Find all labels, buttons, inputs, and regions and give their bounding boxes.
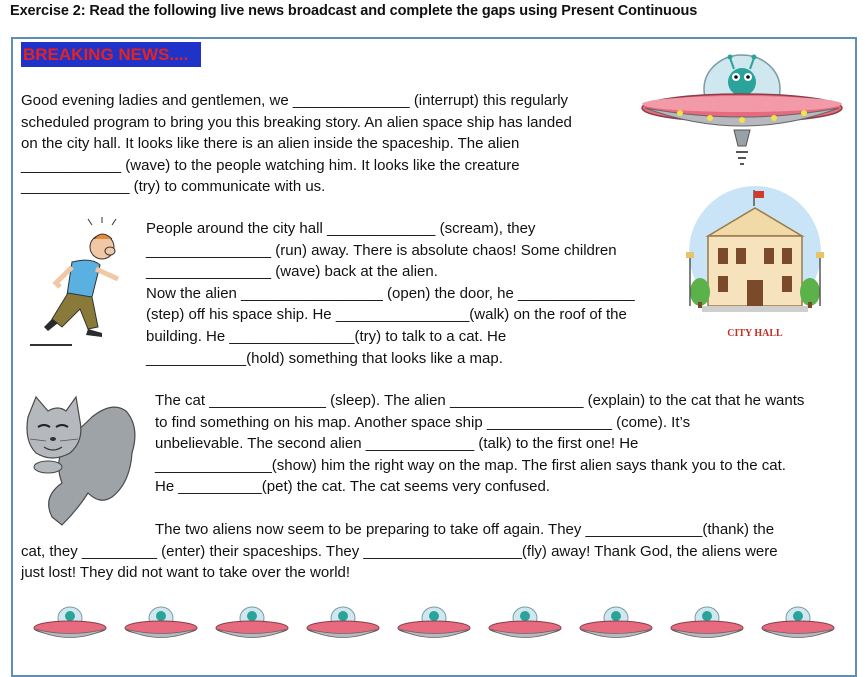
- text-line: building. He _______________(try) to talk to a cat. He: [146, 327, 507, 345]
- text-line: just lost! They did not want to take over the world!: [21, 564, 351, 582]
- ufo-icon: [489, 607, 561, 638]
- text-line: ____________(hold) something that looks like a map.: [146, 349, 503, 367]
- city-hall-icon: [684, 186, 826, 344]
- ufo-icon: [125, 607, 197, 638]
- text-line: on the city hall. It looks like there is an alien inside the spaceship. The alien: [21, 135, 520, 153]
- paragraph-3: [155, 390, 804, 498]
- text-line: The cat ______________ (sleep). The alien ________________ (explain) to the cat that he wants: [155, 392, 805, 409]
- paragraph-4: [21, 519, 778, 584]
- text-line: Good evening ladies and gentlemen, we ______________ (interrupt) this regularly: [21, 92, 569, 109]
- text-line: ____________ (wave) to the people watching him. It looks like the creature: [21, 156, 520, 174]
- breaking-news-banner: BREAKING NEWS....: [21, 42, 201, 67]
- city-hall-label: CITY HALL: [727, 328, 783, 339]
- text-line: ______________(show) him the right way on the map. The first alien says thank you to the cat.: [155, 456, 786, 474]
- paragraph-2: [146, 218, 635, 369]
- ufo-icon: [307, 607, 379, 638]
- text-line: cat, they _________ (enter) their spaceships. They ___________________(fly) away! Thank God, the aliens were: [21, 542, 778, 560]
- text-line: Now the alien _________________ (open) the door, he ______________: [146, 284, 635, 302]
- text-line: The two aliens now seem to be preparing to take off again. They ______________(thank) the: [155, 521, 775, 538]
- text-line: to find something on his map. Another space ship _______________ (come). It’s: [155, 413, 691, 431]
- text-line: _______________ (run) away. There is absolute chaos! Some children: [146, 241, 617, 259]
- text-line: People around the city hall _____________ (scream), they: [146, 220, 536, 237]
- cat-icon: [22, 387, 140, 527]
- text-line: _____________ (try) to communicate with us.: [21, 178, 326, 196]
- text-line: He __________(pet) the cat. The cat seems very confused.: [155, 478, 550, 496]
- text-line: _______________ (wave) back at the alien.: [146, 263, 438, 281]
- ufo-icon: [762, 607, 834, 638]
- ufo-icon: [580, 607, 652, 638]
- ufo-row: [28, 604, 840, 648]
- ufo-icon: [34, 607, 106, 638]
- exercise-title: Exercise 2: Read the following live news broadcast and complete the gaps using Present Continuous: [10, 3, 698, 19]
- paragraph-1: [21, 90, 572, 198]
- ufo-icon: [216, 607, 288, 638]
- ufo-icon: [671, 607, 743, 638]
- ufo-icon: [398, 607, 470, 638]
- text-line: scheduled program to bring you this breaking story. An alien space ship has landed: [21, 113, 572, 131]
- ufo-icon: [640, 44, 845, 174]
- text-line: (step) off his space ship. He ________________(walk) on the roof of the: [146, 306, 627, 324]
- text-line: unbelievable. The second alien _____________ (talk) to the first one! He: [155, 435, 639, 453]
- running-man-icon: [22, 217, 132, 347]
